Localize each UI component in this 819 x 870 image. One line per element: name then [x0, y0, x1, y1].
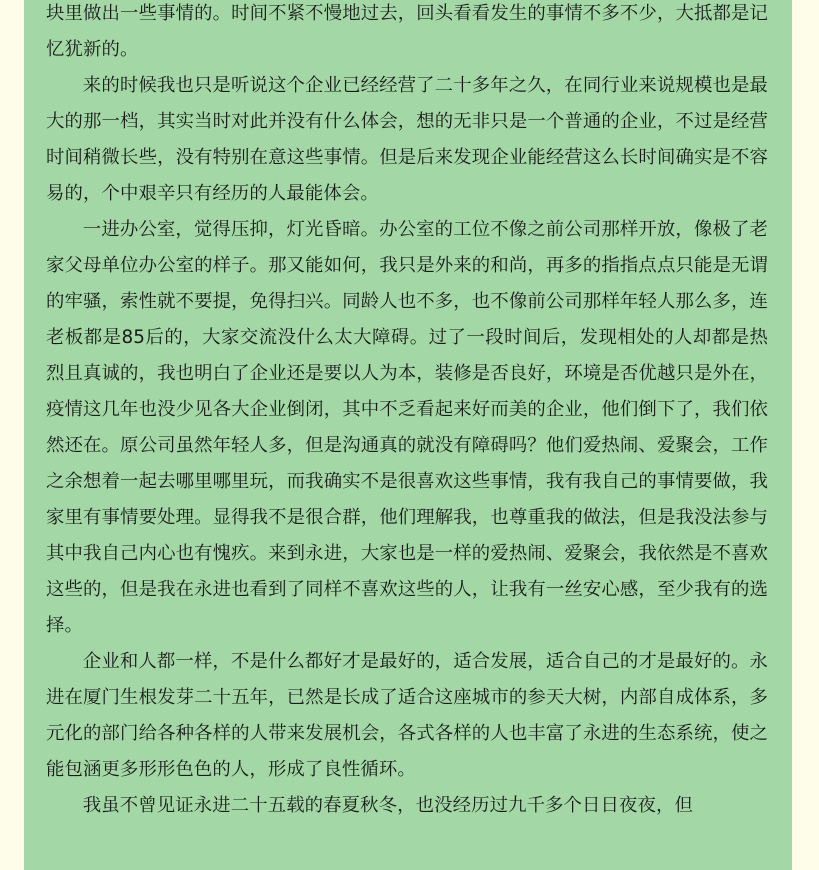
article-panel: [24, 0, 792, 870]
paragraph: 来的时候我也只是听说这个企业已经经营了二十多年之久，在同行业来说规模也是最大的那一档，其实当时对此并没有什么体会，想的无非只是一个普通的企业，不过是经营时间稍微长些，没有特别在意这些事情。但是后来发现企业能经营这么长时间确实是不容易的，个中艰辛只有经历的人最能体会。: [46, 75, 768, 204]
paragraph: 一进办公室，觉得压抑，灯光昏暗。办公室的工位不像之前公司那样开放，像极了老家父母单位办公室的样子。那又能如何，我只是外来的和尚，再多的指指点点只能是无谓的牢骚，索性就不要提，免得扫兴。同龄人也不多，也不像前公司那样年轻人那么多，连老板都是85后的，大家交流没什么太大障碍。过了一段时间后，发现相处的人却都是热烈且真诚的，我也明白了企业还是要以人为本，装修是否良好，环境是否优越只是外在，疫情这几年也没少见各大企业倒闭，其中不乏看起来好而美的企业，他们倒下了，我们依然还在。原公司虽然年轻人多，但是沟通真的就没有障碍吗？他们爱热闹、爱聚会，工作之余想着一起去哪里哪里玩，而我确实不是很喜欢这些事情，我有我自己的事情要做，我家里有事情要处理。显得我不是很合群，他们理解我，也尊重我的做法，但是我没法参与其中我自己内心也有愧疚。来到永进，大家也是一样的爱热闹、爱聚会，我依然是不喜欢这些的，但是我在永进也看到了同样不喜欢这些的人，让我有一丝安心感，至少我有的选择。: [46, 219, 768, 636]
paragraph-continued: 块里做出一些事情的。时间不紧不慢地过去，回头看看发生的事情不多不少，大抵都是记忆犹新的。: [46, 3, 768, 60]
paragraph: 企业和人都一样，不是什么都好才是最好的，适合发展，适合自己的才是最好的。永进在厦门生根发芽二十五年，已然是长成了适合这座城市的参天大树，内部自成体系，多元化的部门给各种各样的人带来发展机会，各式各样的人也丰富了永进的生态系统，使之能包涵更多形形色色的人，形成了良性循环。: [46, 651, 768, 780]
article-body: [46, 0, 768, 824]
paragraph: 我虽不曾见证永进二十五载的春夏秋冬，也没经历过九千多个日日夜夜，但: [82, 795, 693, 816]
